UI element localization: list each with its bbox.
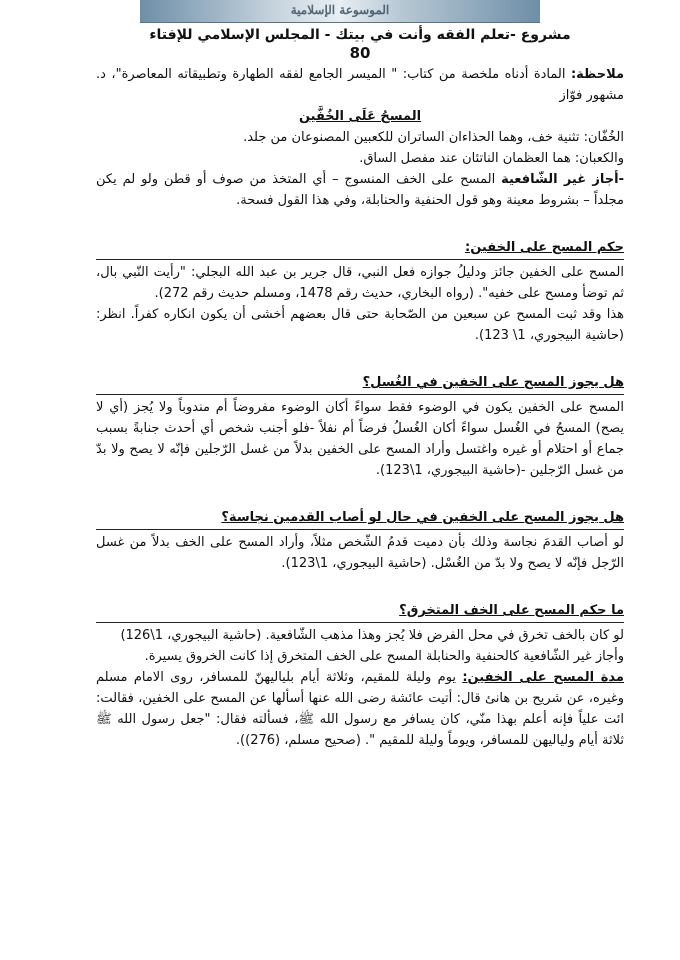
torn-paragraph-2: وأجاز غير الشّافعية كالحنفية والحنابلة المسح على الخف المتخرق إذا كانت الخروق يسيرة.	[144, 649, 624, 664]
page-number: 80	[349, 44, 371, 62]
section-title-torn-khuff: ما حكم المسح على الخف المتخرق؟	[399, 603, 624, 618]
note-label: ملاحظة:	[570, 67, 624, 82]
note-paragraph	[96, 64, 624, 106]
section-title-ruling: حكم المسح على الخفين:	[465, 240, 624, 255]
section-divider	[96, 394, 624, 395]
section-title-ghusl: هل يجوز المسح على الخفين في الغُسل؟	[362, 375, 624, 390]
torn-paragraph-1: لو كان بالخف تخرق في محل الفرض فلا يُجز وهذا مذهب الشّافعية. (حاشية البيجوري، 1\126)	[120, 628, 624, 643]
ghusl-paragraph: المسح على الخفين يكون في الوضوء فقط سواءً أكان الوضوء مفروضاً أم مندوباً ولا يُجز (أي لا يصح) المسحُ في الغُسل سواءً أكان الغُسلُ فرضاً أم نفلاً -فلو أجنب شخص أي أحدث جنابةً بسبب جماع أو احتلام أو غيره واغتسل وأراد المسح على الخفين بدلاً من غسل الرّجلين فإنّه لا يصح ولا بدّ من غسل الرّجلين -(حاشية البيجوري، 1\123).	[96, 400, 624, 478]
najasa-paragraph: لو أصاب القدمَ نجاسة وذلك بأن دميت قدمُ الشّخص مثلاً، وأراد المسح على الخف بدلاً من غسل الرّجل فإنّه لا يصح ولا بدّ من الغُسْل. (حاشية البيجوري، 1\123).	[96, 535, 624, 571]
duration-label: مدة المسح على الخفين:	[462, 670, 624, 685]
banner-text: الموسوعة الإسلامية	[290, 3, 390, 17]
intro-woven-text: المسح على الخف المنسوج – أي المتخذ من صوف أو قطن ولو لم يكن مجلداً – بشروط معينة وهو قول الحنفية والحنابلة، وفي هذا القول فسحة.	[96, 172, 624, 208]
ruling-paragraph-2: هذا وقد ثبت المسح عن سبعين من الصّحابة حتى قال بعضهم أخشى أن يكون انكاره كفراً. انظر: (حاشية البيجوري، 1\ 123).	[96, 307, 624, 343]
duration-paragraph	[96, 667, 624, 751]
intro-khuffan: الخُفّان: تثنية خف، وهما الحذاءان الساتران للكعبين المصنوعان من جلد.	[243, 130, 624, 145]
section-divider	[96, 529, 624, 530]
main-title: المسحُ عَلَى الخُفَّين	[298, 109, 422, 124]
duration-text: يوم وليلة للمقيم، وثلاثة أيام بلياليهنّ للمسافر، روى الامام مسلم وغيره، عن شريح بن هانئ قال: أتيت عائشة رضى الله عنها أسألها عن المسح على الخفين، فقالت: ائت علياً فإنه أعلم بهذا منّي، كان يسافر مع رسول الله ﷺ، فسألته فقال: "جعل رسول الله ﷺ ثلاثة أيام ولياليهن للمسافر، ويوماً وليلة للمقيم ". (صحيح مسلم، (276)).	[96, 670, 624, 748]
ruling-paragraph-1: المسح على الخفين جائز ودليلُ جوازه فعل النبي، قال جرير بن عبد الله البجلي: "رأيت النّبي بال، ثم توضأ ومسح على خفيه". (رواه البخاري، حديث رقم 1478، ومسلم حديث رقم 272).	[96, 265, 624, 301]
section-divider	[96, 622, 624, 623]
section-divider	[96, 259, 624, 260]
document-page	[96, 26, 624, 751]
section-title-najasa: هل يجوز المسح على الخفين في حال لو أصاب القدمين نجاسة؟	[221, 510, 624, 525]
note-text: المادة أدناه ملخصة من كتاب: " الميسر الجامع لفقه الطهارة وتطبيقاته المعاصرة"، د. مشهور فوّاز	[96, 67, 624, 103]
intro-woven-label: -أجاز غير الشّافعية	[501, 172, 624, 187]
project-title: مشروع -تعلم الفقه وأنت في بيتك - المجلس الإسلامي للإفتاء	[149, 27, 571, 43]
intro-kaban: والكعبان: هما العظمان الناتئان عند مفصل الساق.	[359, 151, 624, 166]
intro-woven-khuff	[96, 169, 624, 211]
header-banner	[140, 0, 540, 23]
